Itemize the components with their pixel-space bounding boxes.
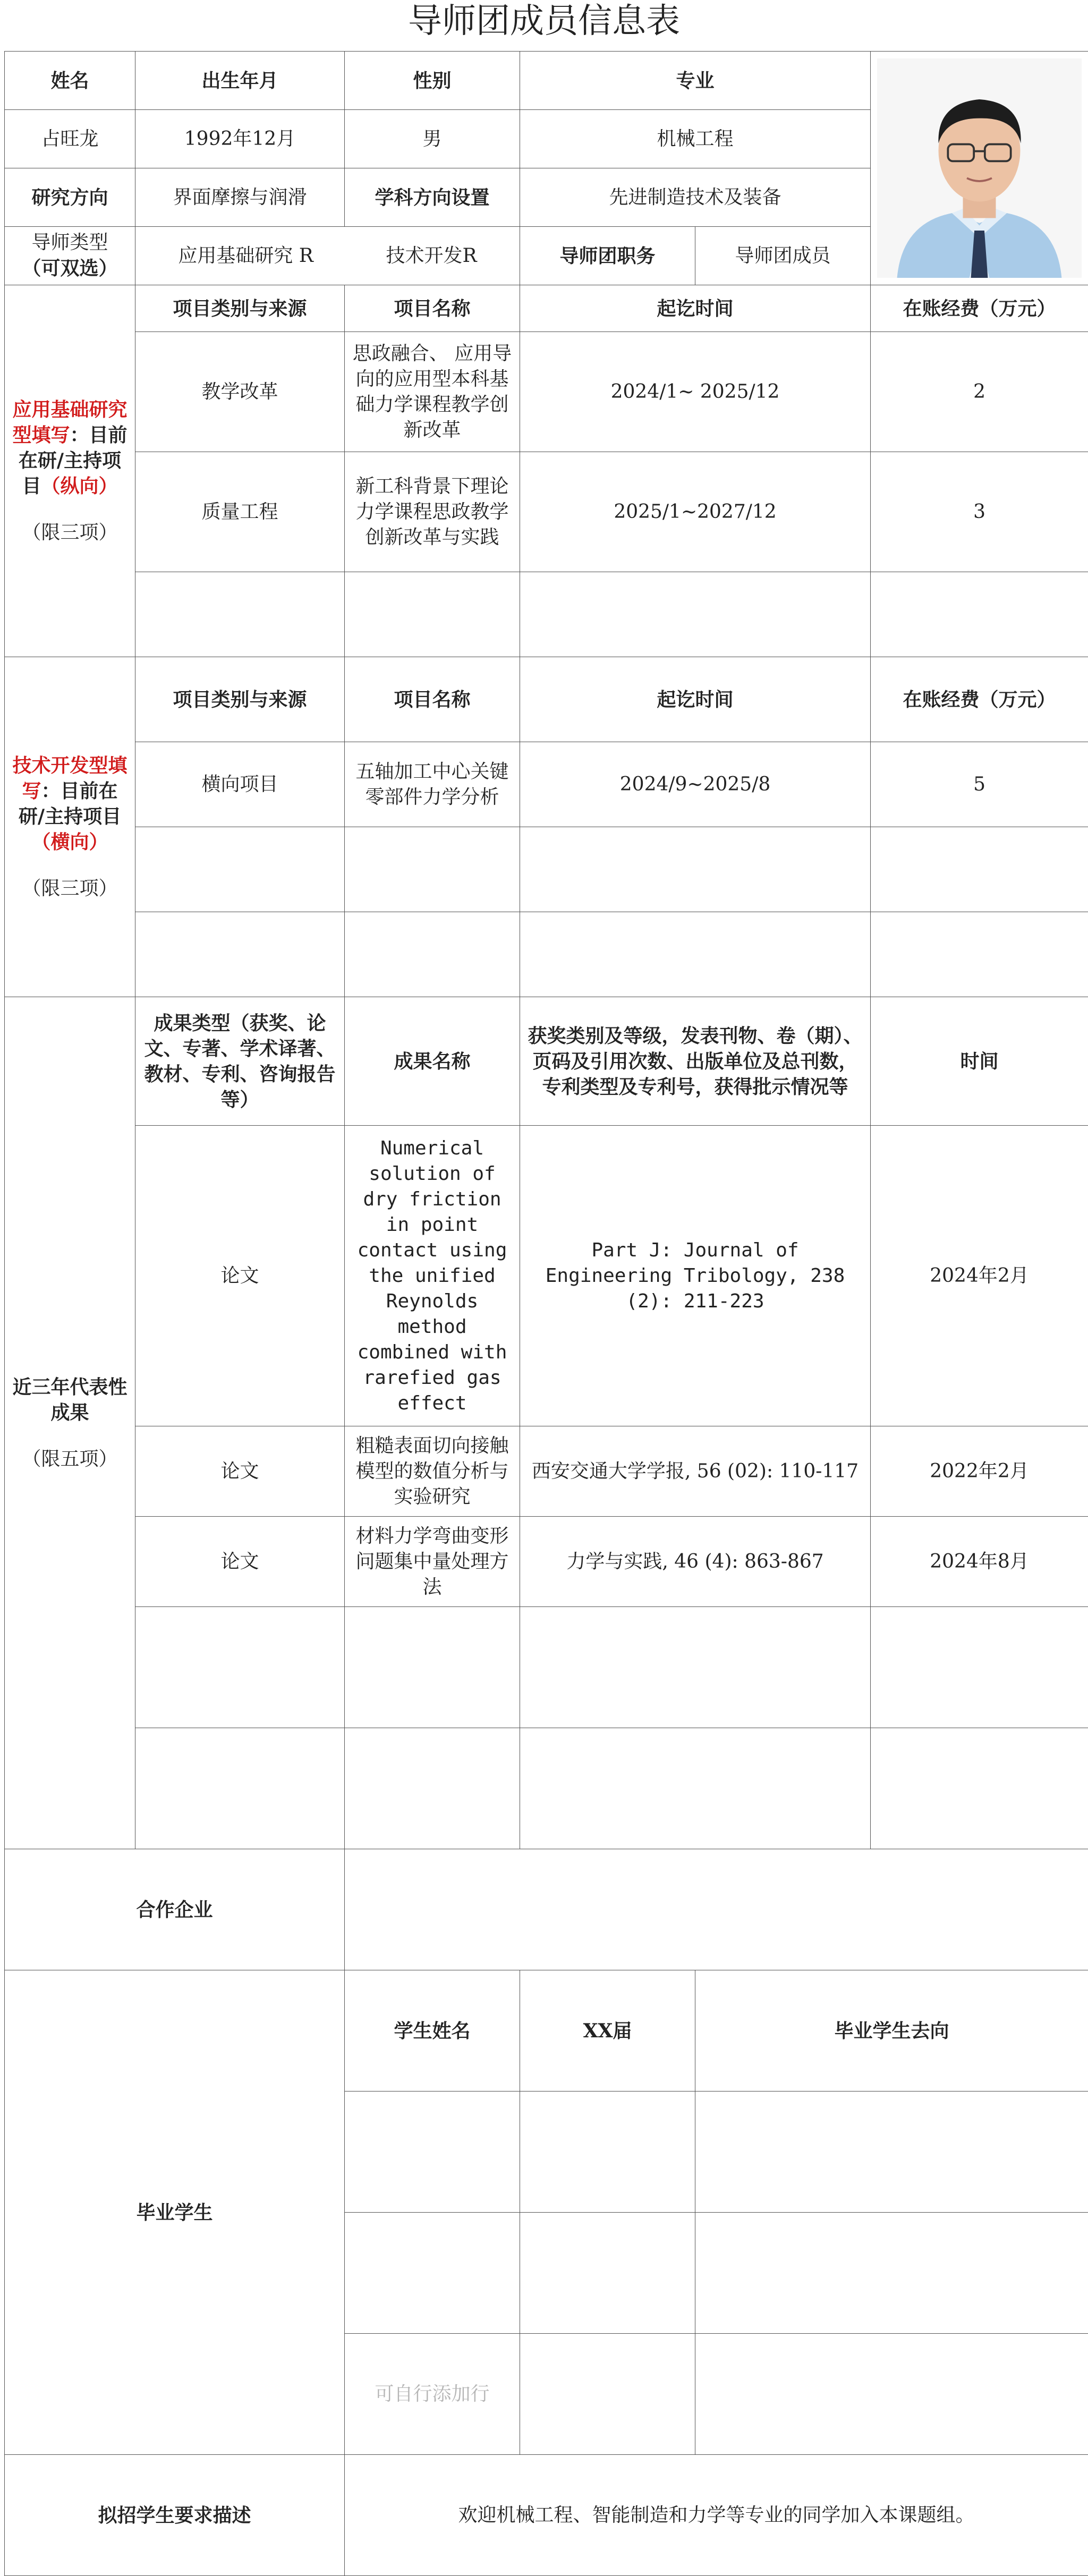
ach-header-name: 成果名称 [345,997,520,1126]
table-row [5,332,1088,452]
applied-side-desc: ：目前在研/主持项目 [19,424,128,497]
applied-row3-name[interactable] [345,572,520,657]
achievements-side-limit: （限五项） [11,1447,129,1472]
tech-row3-funds[interactable] [871,912,1088,997]
applied-row1-category: 教学改革 [135,332,345,452]
gender-label: 性别 [345,52,520,110]
major-label: 专业 [520,52,871,110]
grad-row2-year[interactable] [520,2213,695,2334]
page-title: 导师团成员信息表 [0,0,1088,51]
grad-row1-name[interactable] [345,2092,520,2213]
advisor-type-label-main: 导师类型 [31,232,108,253]
applied-side-title: 应用基础研究型填写 [12,398,127,446]
info-form-table [4,51,1088,2576]
ach-row5-time[interactable] [871,1728,1088,1849]
applied-side-tag: （纵向） [41,475,118,497]
tech-row2-funds[interactable] [871,827,1088,912]
ach-header-detail: 获奖类别及等级，发表刊物、卷（期）、页码及引用次数、出版单位及总刊数，专利类型及专利号，获得批示情况等 [520,997,871,1126]
applied-row2-funds: 3 [871,452,1088,572]
tech-header-name: 项目名称 [345,657,520,742]
tech-side-tag: （横向） [31,831,108,853]
ach-header-time: 时间 [871,997,1088,1126]
applied-header-name: 项目名称 [345,285,520,332]
tech-row3-name[interactable] [345,912,520,997]
ach-row2-time: 2022年2月 [871,1426,1088,1517]
partner-value[interactable] [345,1849,1088,1970]
tech-section-label [5,657,135,997]
ach-row4-type[interactable] [135,1607,345,1728]
applied-row3-category[interactable] [135,572,345,657]
research-label: 研究方向 [5,168,135,227]
table-row [5,452,1088,572]
portrait-photo [871,52,1088,285]
grad-header-name: 学生姓名 [345,1970,520,2092]
ach-row2-name: 粗糙表面切向接触模型的数值分析与实验研究 [345,1426,520,1517]
advisor-type-option-tech[interactable]: 技术开发R [386,243,477,269]
grad-row3-year[interactable] [520,2334,695,2455]
applied-header-category: 项目类别与来源 [135,285,345,332]
tech-row1-name: 五轴加工中心关键零部件力学分析 [345,742,520,827]
recruit-label: 拟招学生要求描述 [5,2455,345,2576]
applied-section-label [5,285,135,657]
ach-row5-type[interactable] [135,1728,345,1849]
grad-row1-year[interactable] [520,2092,695,2213]
birth-value: 1992年12月 [135,110,345,168]
tech-row1-period: 2024/9~2025/8 [520,742,871,827]
ach-row3-name: 材料力学弯曲变形问题集中量处理方法 [345,1517,520,1607]
tech-side-limit: （限三项） [11,876,129,902]
ach-row2-type: 论文 [135,1426,345,1517]
tech-row2-name[interactable] [345,827,520,912]
recruit-text: 欢迎机械工程、智能制造和力学等专业的同学加入本课题组。 [345,2455,1088,2576]
grad-add-row-hint: 可自行添加行 [345,2334,520,2455]
ach-row3-time: 2024年8月 [871,1517,1088,1607]
major-value: 机械工程 [520,110,871,168]
table-row [5,1517,1088,1607]
applied-row3-funds[interactable] [871,572,1088,657]
table-row [5,827,1088,912]
tech-row3-period[interactable] [520,912,871,997]
ach-row2-detail: 西安交通大学学报, 56 (02): 110-117 [520,1426,871,1517]
table-row [5,1126,1088,1426]
grad-row1-destination[interactable] [695,2092,1088,2213]
role-value: 导师团成员 [695,227,871,285]
name-value: 占旺龙 [5,110,135,168]
ach-row3-detail: 力学与实践, 46 (4): 863-867 [520,1517,871,1607]
applied-row1-funds: 2 [871,332,1088,452]
tech-row3-category[interactable] [135,912,345,997]
applied-row3-period[interactable] [520,572,871,657]
table-row [5,1426,1088,1517]
grad-header-destination: 毕业学生去向 [695,1970,1088,2092]
partner-label: 合作企业 [5,1849,345,1970]
applied-row1-name: 思政融合、 应用导向的应用型本科基础力学课程教学创新改革 [345,332,520,452]
table-row [5,1728,1088,1849]
discipline-value: 先进制造技术及装备 [520,168,871,227]
ach-row1-type: 论文 [135,1126,345,1426]
advisor-type-label-note: （可双选） [22,257,117,279]
advisor-type-option-basic[interactable]: 应用基础研究 R [178,243,313,269]
role-label: 导师团职务 [520,227,695,285]
ach-row5-name[interactable] [345,1728,520,1849]
tech-header-funds: 在账经费（万元） [871,657,1088,742]
table-row [5,1607,1088,1728]
tech-side-desc: ：目前在研/主持项目 [19,780,121,828]
ach-row1-detail: Part J: Journal of Engineering Tribology, 238 (2): 211-223 [520,1126,871,1426]
name-label: 姓名 [5,52,135,110]
advisor-type-label [5,227,135,285]
ach-row5-detail[interactable] [520,1728,871,1849]
ach-row1-time: 2024年2月 [871,1126,1088,1426]
grad-row2-name[interactable] [345,2213,520,2334]
gender-value: 男 [345,110,520,168]
graduates-label: 毕业学生 [5,1970,345,2455]
table-row [5,742,1088,827]
table-row [5,912,1088,997]
applied-row2-period: 2025/1~2027/12 [520,452,871,572]
discipline-label: 学科方向设置 [345,168,520,227]
applied-row2-name: 新工科背景下理论力学课程思政教学创新改革与实践 [345,452,520,572]
grad-row2-destination[interactable] [695,2213,1088,2334]
tech-side-title: 技术开发型填写 [12,754,127,802]
tech-row1-funds: 5 [871,742,1088,827]
applied-row1-period: 2024/1~ 2025/12 [520,332,871,452]
grad-header-year: XX届 [520,1970,695,2092]
achievements-side-title: 近三年代表性成果 [12,1376,127,1424]
tech-row1-category: 横向项目 [135,742,345,827]
research-value: 界面摩擦与润滑 [135,168,345,227]
ach-row4-time[interactable] [871,1607,1088,1728]
ach-header-type: 成果类型（获奖、论文、专著、学术译著、教材、专利、咨询报告等） [135,997,345,1126]
grad-row3-destination[interactable] [695,2334,1088,2455]
ach-row3-type: 论文 [135,1517,345,1607]
achievements-section-label [5,997,135,1849]
applied-header-period: 起讫时间 [520,285,871,332]
applied-header-funds: 在账经费（万元） [871,285,1088,332]
tech-header-category: 项目类别与来源 [135,657,345,742]
applied-side-limit: （限三项） [11,520,129,546]
portrait-image [877,58,1082,278]
table-row [5,572,1088,657]
ach-row1-name: Numerical solution of dry friction in point contact using the unified Reynolds method combined with rarefied gas effect [345,1126,520,1426]
tech-header-period: 起讫时间 [520,657,871,742]
tech-row2-period[interactable] [520,827,871,912]
advisor-type-options [135,227,520,285]
birth-label: 出生年月 [135,52,345,110]
applied-row2-category: 质量工程 [135,452,345,572]
ach-row4-name[interactable] [345,1607,520,1728]
tech-row2-category[interactable] [135,827,345,912]
ach-row4-detail[interactable] [520,1607,871,1728]
